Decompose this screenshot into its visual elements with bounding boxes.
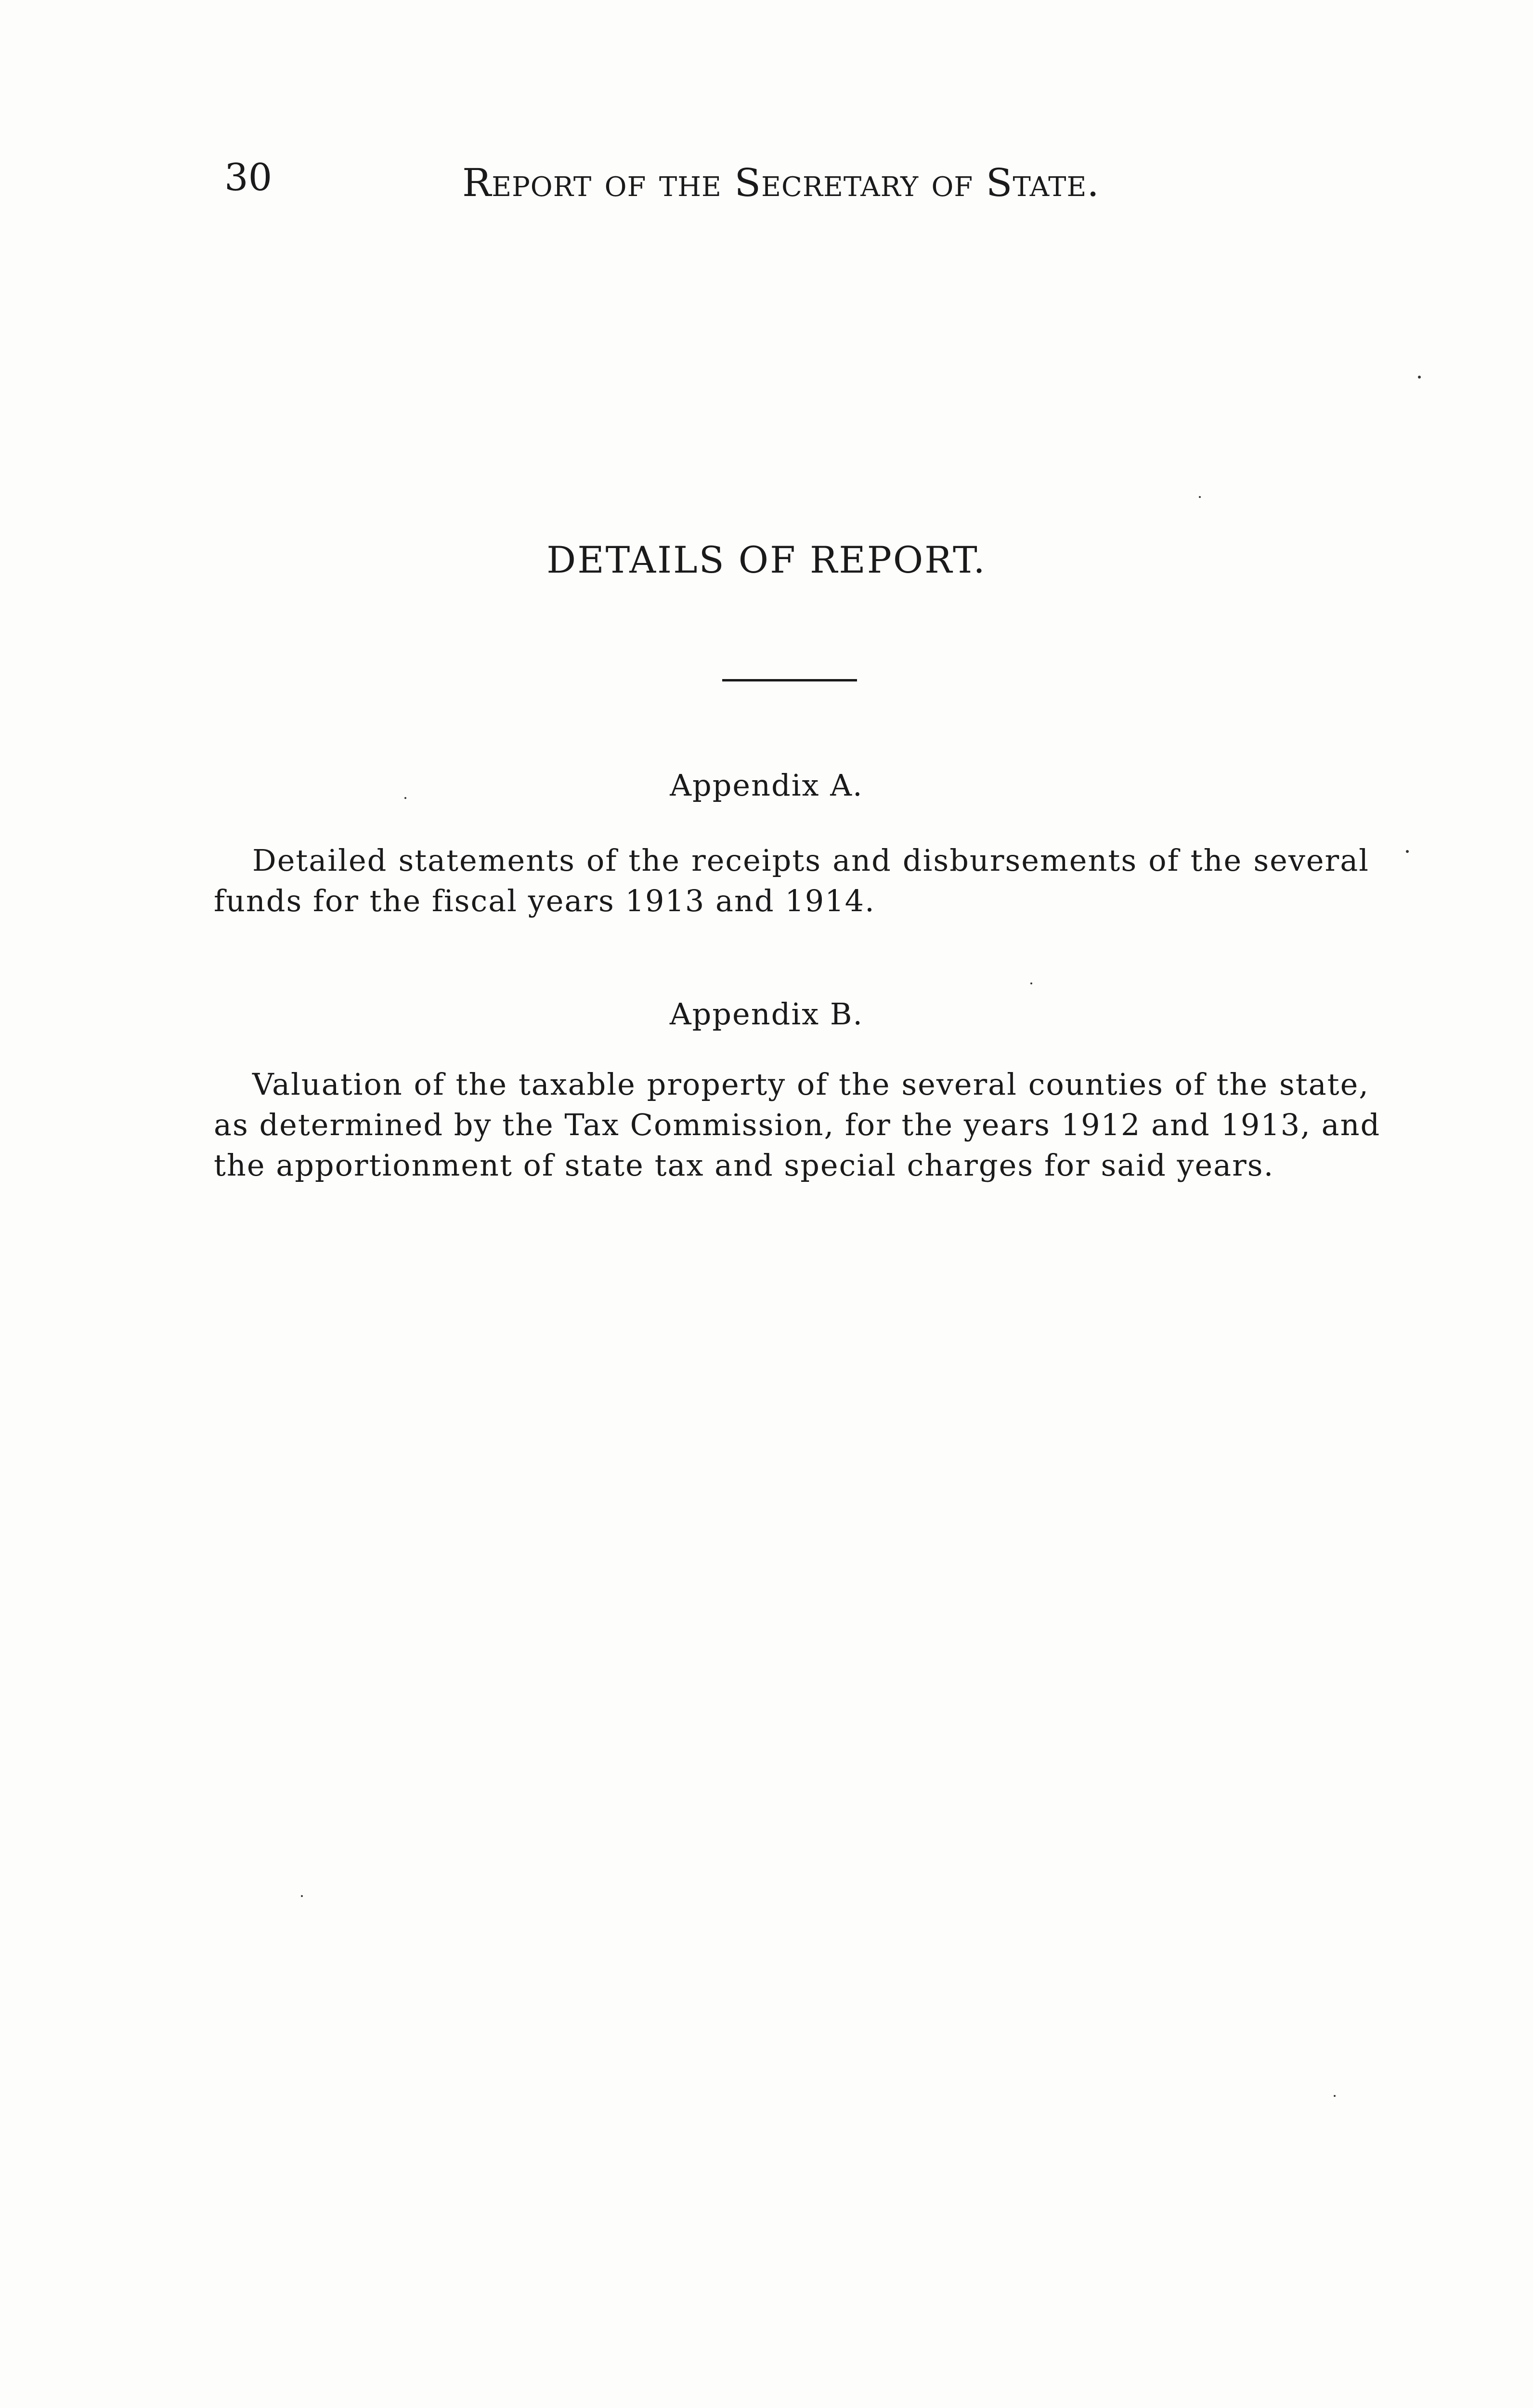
appendix-b-line-2: as determined by the Tax Commission, for the years 1912 and 1913, and <box>214 1107 1381 1142</box>
appendix-a-line-2: funds for the fiscal years 1913 and 1914. <box>214 883 875 918</box>
running-title: Report of the Secretary of State. <box>462 160 1100 205</box>
appendix-a-heading: Appendix A. <box>670 768 863 803</box>
section-title: DETAILS OF REPORT. <box>546 538 987 581</box>
scan-speck <box>1334 2095 1336 2097</box>
appendix-b-line-1: Valuation of the taxable property of the several counties of the state, <box>252 1067 1369 1102</box>
scan-speck <box>404 797 406 799</box>
scan-speck <box>1030 982 1032 984</box>
appendix-a-description <box>214 840 1369 921</box>
title-rule <box>722 679 857 681</box>
appendix-a-line-1: Detailed statements of the receipts and disbursements of the several <box>252 843 1369 878</box>
scan-speck <box>1199 496 1201 498</box>
appendix-b-line-3: the apportionment of state tax and special charges for said years. <box>214 1148 1274 1183</box>
appendix-b-description <box>214 1064 1381 1186</box>
scan-speck <box>1418 376 1421 379</box>
scan-speck <box>301 1895 303 1897</box>
scan-speck <box>1406 850 1409 853</box>
appendix-b-heading: Appendix B. <box>669 996 864 1032</box>
page-number: 30 <box>224 156 273 199</box>
